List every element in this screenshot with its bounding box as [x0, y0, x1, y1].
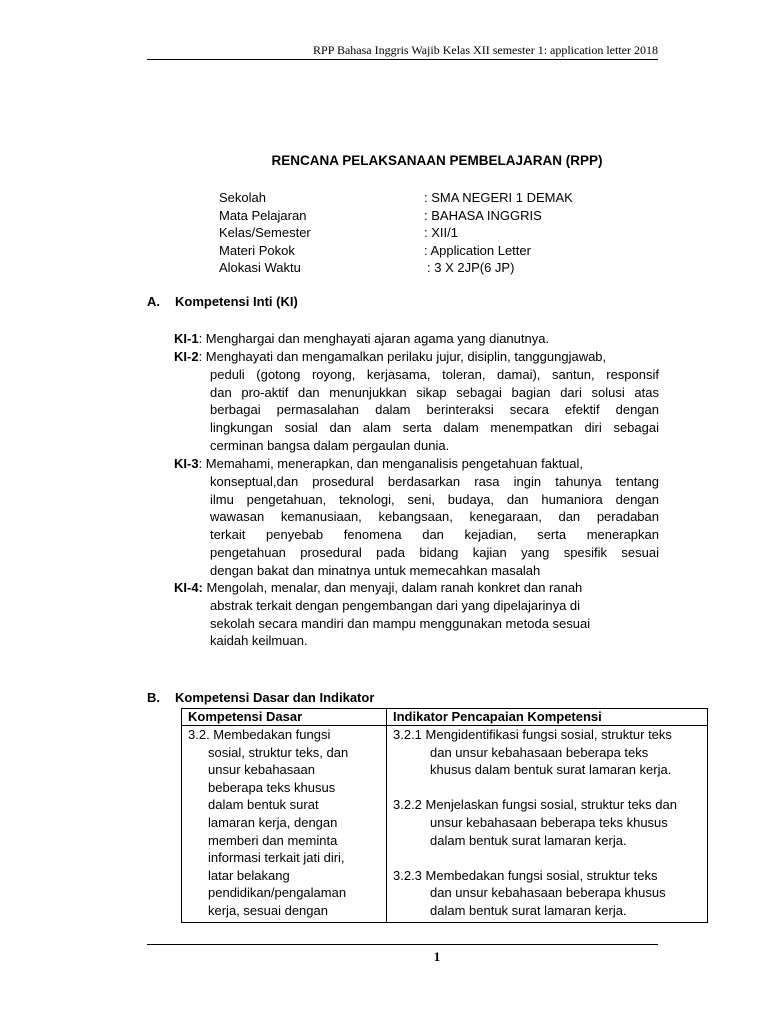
identity-label: Materi Pokok: [219, 242, 295, 258]
ki-key: KI-3: [174, 456, 199, 471]
kd-line: informasi terkait jati diri,: [208, 850, 345, 866]
indicator-first-line: 3.2.1 Mengidentifikasi fungsi sosial, struktur teks: [393, 727, 672, 742]
kd-line: kerja, sesuai dengan: [208, 902, 328, 918]
indicator-line: dalam bentuk surat lamaran kerja.: [430, 832, 627, 848]
ki-line: peduli (gotong royong, kerjasama, toleran, damai), santun, responsif: [210, 366, 659, 382]
ki-text: : Menghargai dan menghayati ajaran agama yang dianutnya.: [198, 331, 550, 346]
ki-line: terkait penyebab fenomena dan kejadian, serta menerapkan: [210, 527, 659, 543]
page-number: 1: [433, 949, 441, 964]
section-b-heading: [147, 690, 374, 705]
indicator-item: [393, 796, 701, 849]
indicator-first-line: 3.2.3 Membedakan fungsi sosial, struktur teks: [393, 867, 658, 883]
ki-text: : Memahami, menerapkan, dan menganalisis pengetahuan faktual,: [198, 456, 584, 471]
ki-key: KI-2: [174, 349, 199, 364]
ki-line: wawasan kemanusiaan, kebangsaan, kenegaraan, dan peradaban: [210, 509, 659, 525]
kd-line: sosial, struktur teks, dan: [208, 744, 349, 760]
ki-key: KI-4:: [174, 580, 203, 595]
indicator-cell: [387, 726, 708, 923]
section-a-heading: [147, 294, 298, 309]
ki-line: dengan bakat dan minatnya untuk memecahkan masalah: [210, 562, 541, 578]
column-header: Indikator Pencapaian Kompetensi: [387, 709, 708, 726]
ki-line: berbagai permasalahan dalam berinteraksi secara efektif dengan: [210, 402, 659, 418]
ki-line: sekolah secara mandiri dan mampu menggunakan metoda sesuai: [210, 615, 591, 631]
identity-value: : BAHASA INGGRIS: [424, 207, 542, 223]
ki-line: pengetahuan prosedural pada bidang kajian yang spesifik sesuai: [210, 544, 659, 560]
section-letter: B.: [147, 690, 160, 705]
ki-line: abstrak terkait dengan pengembangan dari yang dipelajarinya di: [210, 597, 581, 613]
kd-line: dalam bentuk surat: [208, 797, 319, 813]
ki-line: dan pro-aktif dan menunjukkan sikap sebagai bagian dari solusi atas: [210, 384, 659, 400]
table-row: [182, 726, 708, 923]
identity-label: Mata Pelajaran: [219, 207, 307, 223]
identity-value: : SMA NEGERI 1 DEMAK: [424, 190, 573, 205]
identity-label: Kelas/Semester: [219, 225, 311, 241]
ki-1: [174, 330, 659, 348]
header-rule: [147, 59, 658, 60]
footer-rule: [147, 944, 658, 945]
ki-text: : Menghayati dan mengamalkan perilaku jujur, disiplin, tanggungjawab,: [198, 349, 607, 364]
ki-2: [174, 348, 659, 455]
indicator-first-line: 3.2.2 Menjelaskan fungsi sosial, struktur teks dan: [393, 797, 677, 813]
ki-line: konseptual,dan prosedural berdasarkan rasa ingin tahunya tentang: [210, 473, 659, 489]
indicator-item: [393, 867, 701, 920]
kd-line: memberi dan meminta: [208, 832, 338, 848]
column-header: Kompetensi Dasar: [182, 709, 387, 726]
indicator-line: unsur kebahasaan beberapa teks khusus: [430, 814, 668, 830]
kd-cell: [182, 726, 387, 923]
kd-first-line: 3.2. Membedakan fungsi: [188, 727, 331, 742]
table-header-row: [182, 709, 708, 726]
identity-label: Sekolah: [219, 190, 266, 205]
identity-value: : Application Letter: [424, 242, 531, 258]
ki-key: KI-1: [174, 331, 199, 346]
ki-4: [174, 579, 659, 650]
indicator-line: dan unsur kebahasaan beberapa teks: [430, 744, 649, 760]
indicator-line: khusus dalam bentuk surat lamaran kerja.: [430, 762, 672, 778]
indicator-item: [393, 726, 701, 779]
page-title: RENCANA PELAKSANAAN PEMBELAJARAN (RPP): [271, 153, 603, 168]
ki-line: ilmu pengetahuan, teknologi, seni, budaya, dan humaniora dengan: [210, 491, 659, 507]
identity-value: : XII/1: [424, 225, 458, 241]
identity-value: : 3 X 2JP(6 JP): [427, 260, 515, 276]
ki-line: cerminan bangsa dalam pergaulan dunia.: [210, 437, 450, 453]
kd-line: lamaran kerja, dengan: [208, 814, 338, 830]
kd-line: beberapa teks khusus: [208, 779, 336, 795]
section-title: Kompetensi Dasar dan Indikator: [175, 690, 375, 705]
ki-3: [174, 455, 659, 580]
kd-line: unsur kebahasaan: [208, 762, 315, 778]
ki-line: kaidah keilmuan.: [210, 633, 308, 649]
section-title: Kompetensi Inti (KI): [175, 294, 298, 309]
identity-label: Alokasi Waktu: [219, 260, 301, 276]
indicator-line: dan unsur kebahasaan beberapa khusus: [430, 885, 666, 901]
ki-text: Mengolah, menalar, dan menyaji, dalam ranah konkret dan ranah: [202, 580, 583, 595]
kd-line: pendidikan/pengalaman: [208, 885, 347, 901]
kd-line: latar belakang: [208, 867, 290, 883]
ki-line: lingkungan sosial dan alam serta dalam menempatkan diri sebagai: [210, 420, 659, 436]
section-letter: A.: [147, 294, 160, 309]
competency-table: [181, 708, 708, 923]
running-header: RPP Bahasa Inggris Wajib Kelas XII semester 1: application letter 2018: [313, 43, 658, 57]
indicator-line: dalam bentuk surat lamaran kerja.: [430, 902, 627, 918]
